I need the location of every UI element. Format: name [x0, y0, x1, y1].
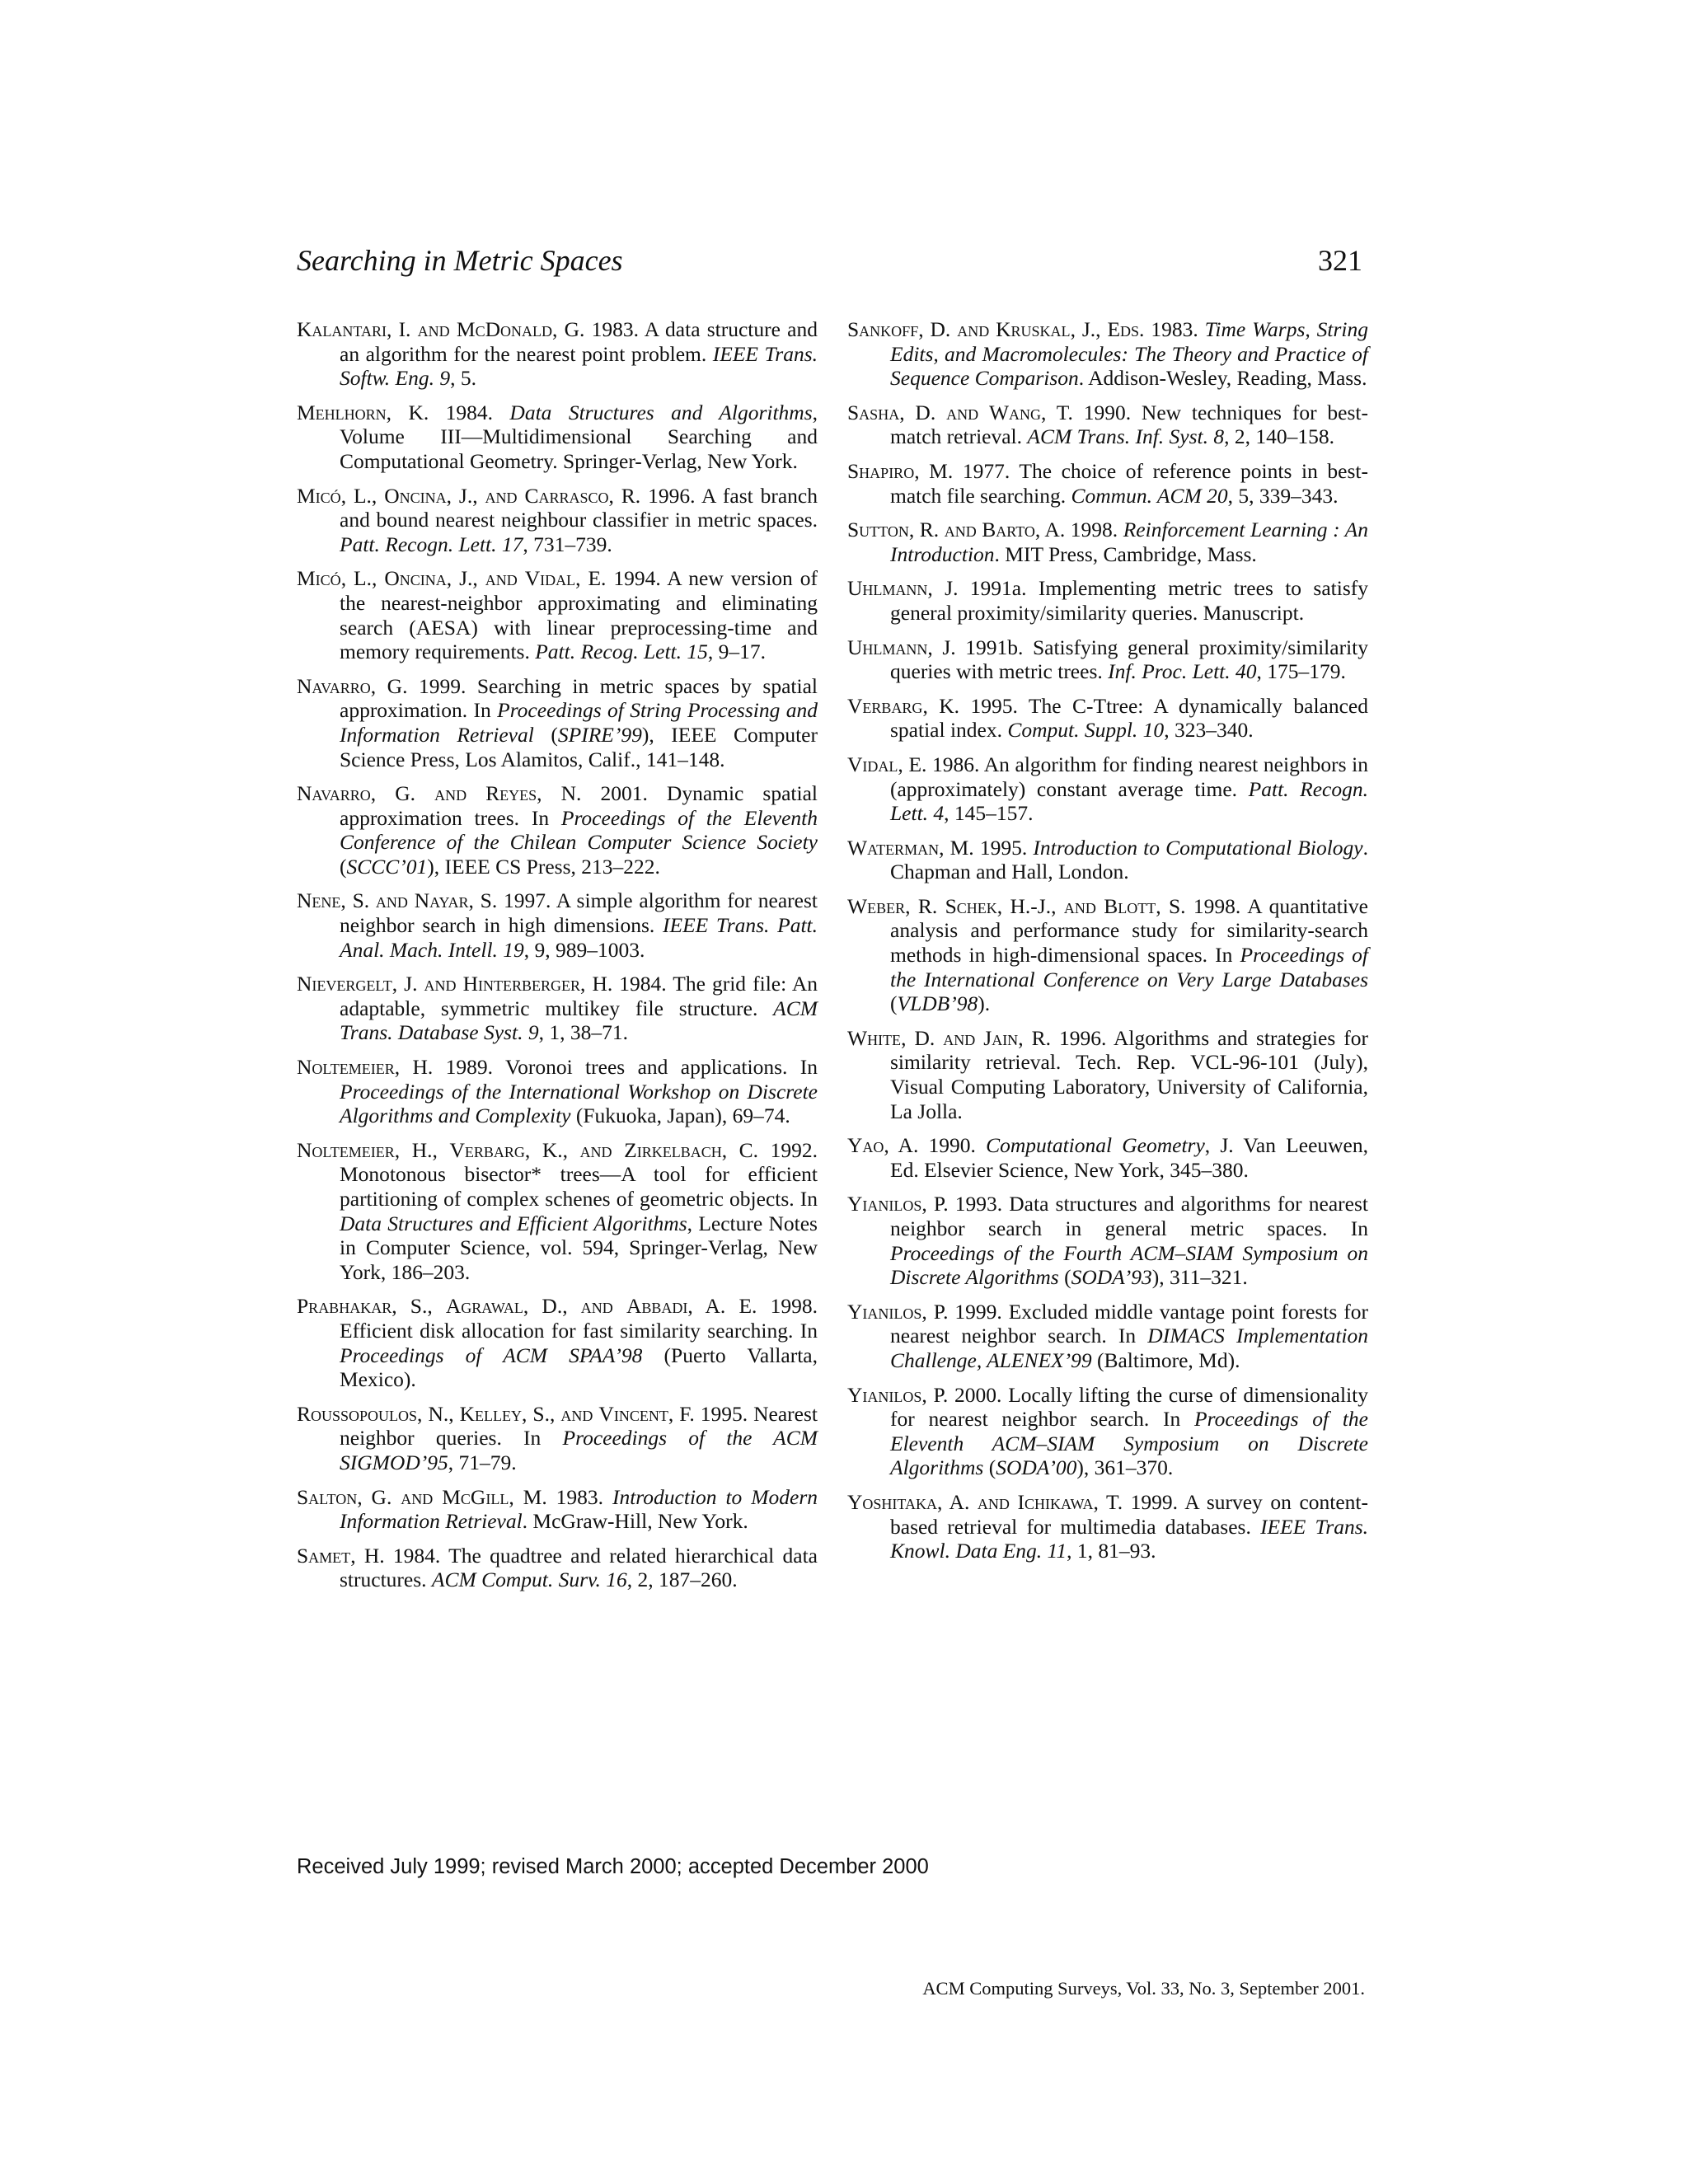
reference-name: Kruskal [996, 317, 1071, 341]
reference-name: Micó [297, 483, 341, 508]
reference-text: , F. 1995. Nearest neighbor queries. In [340, 1401, 818, 1451]
reference-text: , J., [446, 566, 485, 591]
reference-text [467, 781, 485, 805]
reference-name: Samet [297, 1543, 351, 1568]
received-note: Received July 1999; revised March 2000; accepted December 2000 [297, 1855, 929, 1878]
reference-text: , M. 1995. [939, 835, 1034, 860]
reference-text [408, 888, 415, 912]
reference-entry [847, 894, 1368, 1016]
reference-text: , G. [370, 781, 435, 806]
reference-text: ), IEEE CS Press, 213–222. [427, 854, 660, 879]
reference-text [975, 1026, 983, 1050]
reference-name: Reyes [485, 781, 537, 806]
reference-text: , 71–79. [448, 1450, 517, 1474]
reference-text: , S. 1997. A simple algorithm for nearest neighbor search in high dimensions. [340, 888, 818, 938]
reference-entry [847, 1192, 1368, 1289]
references-right-column [847, 317, 1368, 1573]
reference-text [613, 1294, 626, 1318]
reference-italic-text: ACM Comput. Surv. 16 [431, 1568, 627, 1592]
reference-text [1010, 1490, 1018, 1514]
reference-text: ( [533, 722, 558, 747]
reference-text: , 175–179. [1256, 659, 1346, 684]
reference-text: , S. [340, 888, 376, 913]
reference-italic-text: SPIRE’99 [557, 722, 642, 747]
reference-entry [847, 694, 1368, 743]
reference-name: and [417, 317, 450, 341]
reference-italic-text: Proceedings of ACM SPAA’98 [340, 1343, 643, 1367]
reference-text: , T. 1999. A survey on content-based retrieval for multimedia databases. [890, 1489, 1369, 1539]
reference-name: Waterman [847, 835, 940, 860]
reference-name: and [944, 518, 977, 542]
reference-italic-text: Patt. Recogn. Lett. 4 [890, 776, 1368, 826]
reference-text: , 1, 38–71. [538, 1020, 628, 1045]
reference-text: ). [978, 991, 991, 1016]
reference-entry [297, 972, 818, 1045]
reference-name: Nayar [414, 888, 469, 913]
reference-entry [847, 1026, 1368, 1123]
reference-italic-text: IEEE Trans. Knowl. Data Eng. 11 [890, 1514, 1368, 1563]
reference-text: , 1, 81–93. [1067, 1539, 1156, 1563]
reference-text: , R. [908, 518, 945, 542]
reference-italic-text: Data Structures and Algorithms [509, 400, 813, 424]
reference-text: (Baltimore, Md). [1091, 1347, 1240, 1372]
reference-name: Yianilos [847, 1192, 922, 1216]
reference-text: , K. 1995. The C-Ttree: A dynamically balanced spatial index. [890, 693, 1368, 743]
reference-text [1096, 894, 1104, 918]
reference-text: , J. 1991a. Implementing metric trees to satisfy general proximity/similarity queries. Manuscript. [890, 576, 1368, 625]
reference-text: , J., [1070, 317, 1108, 341]
reference-name: Schek [945, 893, 997, 918]
reference-text: , I. [386, 317, 418, 341]
reference-italic-text: ACM Trans. Inf. Syst. 8 [1027, 424, 1225, 449]
references-left-column [297, 317, 818, 1602]
reference-text: , K. 1984. [386, 400, 510, 424]
reference-name: Shapiro [847, 458, 915, 483]
reference-italic-text: VLDB’98 [897, 991, 978, 1016]
reference-entry [847, 1133, 1368, 1182]
reference-text: , S., [522, 1401, 561, 1426]
reference-text: , 145–157. [944, 801, 1034, 826]
reference-text: , J. [392, 972, 424, 996]
reference-text: , G. 1983. A data structure and an algorithm for the nearest point problem. [340, 317, 818, 366]
reference-name: and [579, 1137, 612, 1162]
reference-entry [297, 566, 818, 663]
reference-text: , D., [523, 1294, 581, 1319]
reference-name: and [434, 781, 467, 806]
reference-name: Sutton [847, 518, 909, 542]
reference-name: McGill [442, 1484, 509, 1509]
reference-name: Vidal [524, 566, 576, 591]
reference-name: Roussopoulos [297, 1401, 418, 1426]
reference-text: ), 311–321. [1151, 1265, 1248, 1290]
reference-name: Yianilos [847, 1299, 922, 1324]
reference-text: , P. 2000. Locally lifting the curse of dimensionality for nearest neighbor search. In [890, 1382, 1368, 1432]
reference-name: Mehlhorn [297, 400, 387, 424]
reference-italic-text: Proceedings of String Processing and Information Retrieval [340, 698, 818, 747]
reference-name: Noltemeier [297, 1055, 395, 1080]
reference-text [978, 401, 989, 424]
reference-name: Yianilos [847, 1382, 922, 1407]
reference-name: Prabhakar [297, 1294, 392, 1319]
reference-text: , A. E. 1998. Efficient disk allocation for fast similarity searching. In [340, 1294, 818, 1343]
reference-text: , R. [905, 893, 945, 918]
reference-name: Eds [1107, 317, 1140, 341]
reference-name: Uhlmann [847, 576, 928, 601]
reference-text: , D. [901, 1025, 944, 1050]
reference-text: ( [340, 854, 347, 879]
reference-italic-text: Inf. Proc. Lett. 40 [1108, 659, 1257, 684]
reference-text: , J. 1991b. Satisfying general proximity/similarity queries with metric trees. [890, 635, 1368, 684]
reference-italic-text: Computational Geometry [986, 1133, 1205, 1158]
reference-entry [297, 317, 818, 391]
reference-entry [847, 1300, 1368, 1373]
reference-italic-text: Proceedings of the International Conference on Very Large Databases [890, 943, 1368, 991]
reference-text: , H. 1989. Voronoi trees and applications. In [394, 1055, 818, 1080]
reference-text: , J., [446, 483, 485, 508]
reference-entry [847, 635, 1368, 684]
reference-name: and [977, 1489, 1010, 1514]
reference-italic-text: Reinforcement Learning : An Introduction [890, 518, 1368, 566]
reference-entry [847, 518, 1368, 566]
reference-text: ( [890, 991, 898, 1016]
reference-italic-text: Patt. Recogn. Lett. 17 [340, 532, 523, 556]
journal-footer: ACM Computing Surveys, Vol. 33, No. 3, September 2001. [922, 1978, 1365, 1999]
reference-text [989, 317, 996, 341]
reference-text: , A. [936, 1489, 978, 1514]
reference-name: Sasha [847, 400, 900, 424]
reference-italic-text: Introduction to Modern Information Retrieval [340, 1484, 818, 1534]
reference-text: , H.-J., [996, 893, 1064, 918]
reference-name: Jain [983, 1025, 1019, 1050]
reference-name: Verbarg [847, 693, 923, 718]
reference-italic-text: Proceedings of the ACM SIGMOD’95 [340, 1426, 818, 1474]
reference-italic-text: Proceedings of the Eleventh Conference of the Chilean Computer Science Society [340, 805, 818, 855]
reference-text: , H., [394, 1137, 450, 1162]
reference-text: , 9–17. [707, 640, 766, 664]
reference-text: , C. 1992. Monotonous bisector* trees—A tool for efficient partitioning of complex schenes of geometric objects. In [340, 1137, 818, 1211]
reference-text [612, 1138, 625, 1162]
reference-name: Oncina [384, 483, 447, 508]
reference-name: and [580, 1294, 613, 1319]
reference-name: Vincent [598, 1401, 668, 1426]
reference-entry [297, 401, 818, 474]
reference-entry [297, 484, 818, 557]
reference-text: , N., [417, 1401, 460, 1426]
reference-entry [847, 752, 1368, 826]
reference-text: , H. 1984. The grid file: An adaptable, symmetric multikey file structure. [340, 972, 818, 1020]
reference-text: , D. [918, 317, 958, 341]
reference-text: , M. 1977. The choice of reference points in best-match file searching. [890, 458, 1368, 508]
reference-text [457, 972, 463, 996]
reference-text: , 731–739. [523, 532, 612, 556]
reference-text: , L., [340, 483, 385, 508]
reference-name: Kelley [459, 1401, 523, 1426]
reference-italic-text: Commun. ACM 20 [1071, 483, 1228, 508]
page-number: 321 [1318, 244, 1362, 277]
reference-italic-text: SODA’93 [1071, 1265, 1152, 1290]
reference-name: Salton [297, 1484, 358, 1509]
reference-name: White [847, 1025, 902, 1050]
reference-italic-text: IEEE Trans. Patt. Anal. Mach. Intell. 19 [340, 913, 818, 962]
reference-text: , R. 1996. A fast branch and bound nearest neighbour classifier in metric spaces. [340, 483, 818, 532]
reference-name: Wang [988, 400, 1042, 424]
reference-name: Agrawal [445, 1294, 523, 1319]
reference-text: , H. 1984. The quadtree and related hierarchical data structures. [340, 1543, 818, 1592]
reference-name: Micó [297, 566, 341, 591]
reference-text: , L., [340, 566, 385, 591]
reference-text: (Fukuoka, Japan), 69–74. [570, 1104, 790, 1128]
reference-name: Vidal [847, 752, 898, 776]
reference-name: Kalantari [297, 317, 387, 341]
reference-italic-text: Comput. Suppl. 10 [1007, 718, 1165, 743]
reference-name: Weber [847, 893, 906, 918]
reference-name: Navarro [297, 781, 371, 806]
reference-name: Verbarg [449, 1137, 525, 1162]
reference-name: Navarro [297, 673, 371, 698]
reference-name: and [424, 972, 457, 996]
reference-name: Oncina [384, 566, 447, 591]
reference-entry [297, 1402, 818, 1475]
reference-name: Blott [1104, 893, 1156, 918]
reference-name: Yoshitaka [847, 1489, 937, 1514]
reference-name: and [485, 483, 518, 508]
reference-text: , E. 1994. A new version of the nearest-neighbor approximating and eliminating search (AESA) with linear preprocessing-time and memory requirements. [340, 566, 818, 664]
reference-italic-text: Time Warps, String Edits, and Macromolecules: The Theory and Practice of Sequence Comparison [890, 317, 1368, 391]
reference-entry [297, 1294, 818, 1391]
reference-text: , A. 1990. [884, 1133, 987, 1158]
reference-italic-text: DIMACS Implementation Challenge, ALENEX’99 [890, 1324, 1369, 1372]
reference-text: , 323–340. [1164, 718, 1254, 743]
reference-text: , 9, 989–1003. [523, 937, 645, 962]
reference-text: (Puerto Vallarta, Mexico). [340, 1343, 818, 1392]
reference-name: Hinterberger [462, 972, 581, 996]
reference-entry [297, 1055, 818, 1128]
reference-name: and [375, 888, 408, 913]
reference-text: , 2, 140–158. [1224, 424, 1334, 449]
reference-text: , E. 1986. An algorithm for finding nearest neighbors in (approximately) constant average time. [890, 752, 1368, 801]
reference-entry [847, 1490, 1368, 1563]
reference-text [450, 317, 457, 341]
reference-entry [297, 1544, 818, 1592]
reference-name: Abbadi [626, 1294, 688, 1319]
reference-text: . MIT Press, Cambridge, Mass. [994, 541, 1257, 566]
reference-text: , P. 1999. Excluded middle vantage point forests for nearest neighbor search. In [890, 1299, 1368, 1348]
reference-text: , P. 1993. Data structures and algorithms for nearest neighbor search in general metric spaces. In [890, 1192, 1368, 1240]
reference-italic-text: Proceedings of the Eleventh ACM–SIAM Symposium on Discrete Algorithms [890, 1407, 1368, 1480]
reference-text: ), IEEE Computer Science Press, Los Alamitos, Calif., 141–148. [340, 722, 818, 771]
reference-text: ( [983, 1455, 996, 1480]
reference-name: and [1063, 893, 1096, 918]
reference-text: , K., [524, 1137, 580, 1162]
reference-name: Ichikawa [1017, 1489, 1094, 1514]
reference-name: and [401, 1484, 434, 1509]
reference-entry [297, 1485, 818, 1534]
reference-name: Uhlmann [847, 635, 928, 659]
reference-entry [847, 401, 1368, 449]
reference-entry [297, 781, 818, 879]
reference-text: , Volume III—Multidimensional Searching and Computational Geometry. Springer-Verlag, New York. [340, 400, 818, 473]
reference-text: , J. Van Leeuwen, Ed. Elsevier Science, New York, 345–380. [890, 1133, 1368, 1182]
reference-text: , G. 1999. Searching in metric spaces by spatial approximation. In [340, 673, 818, 723]
reference-text: . McGraw-Hill, New York. [522, 1509, 748, 1534]
reference-text: , 2, 187–260. [626, 1568, 738, 1592]
reference-text: , R. 1996. Algorithms and strategies for similarity retrieval. Tech. Rep. VCL-96-101 (July), Visual Computing Laboratory, University of California, La Jolla. [890, 1025, 1368, 1123]
reference-text: , 5. [450, 366, 476, 391]
reference-text: . Addison-Wesley, Reading, Mass. [1078, 366, 1367, 391]
reference-text [433, 1485, 442, 1509]
reference-name: Zirkelbach [624, 1137, 722, 1162]
reference-entry [847, 1383, 1368, 1480]
reference-entry [847, 576, 1368, 625]
reference-italic-text: SODA’00 [996, 1455, 1077, 1480]
running-title: Searching in Metric Spaces [297, 244, 623, 277]
reference-entry [847, 459, 1368, 508]
reference-italic-text: Patt. Recog. Lett. 15 [535, 640, 708, 664]
reference-name: and [957, 317, 990, 341]
reference-name: Nievergelt [297, 972, 392, 996]
reference-text: . 1983. [1139, 317, 1205, 341]
reference-name: and [485, 566, 518, 591]
reference-italic-text: IEEE Trans. Softw. Eng. 9 [340, 341, 818, 391]
reference-text: . Chapman and Hall, London. [890, 835, 1368, 884]
reference-name: Nene [297, 888, 341, 913]
reference-name: and [560, 1401, 593, 1426]
reference-entry [297, 674, 818, 771]
reference-text [518, 566, 525, 590]
reference-entry [297, 888, 818, 962]
reference-name: Barto [982, 518, 1035, 542]
reference-text: ), 361–370. [1076, 1455, 1174, 1480]
reference-text: , N. 2001. Dynamic spatial approximation trees. In [340, 781, 818, 830]
reference-entry [847, 836, 1368, 884]
reference-text: ( [1058, 1265, 1071, 1290]
reference-text: , T. 1990. New techniques for best-match retrieval. [890, 400, 1368, 449]
reference-italic-text: Introduction to Computational Biology [1033, 835, 1363, 860]
reference-text: , S., [392, 1294, 446, 1319]
reference-name: Carrasco [524, 483, 609, 508]
reference-text: , D. [899, 400, 947, 424]
reference-text: , 5, 339–343. [1227, 483, 1339, 508]
reference-name: and [943, 1025, 976, 1050]
reference-italic-text: SCCC’01 [346, 854, 428, 879]
reference-text: , S. 1998. A quantitative analysis and performance study for similarity-search methods in high-dimensional spaces. In [890, 893, 1368, 968]
reference-italic-text: ACM Trans. Database Syst. 9 [340, 996, 818, 1045]
reference-name: Yao [847, 1133, 884, 1158]
reference-text: , G. [357, 1484, 401, 1509]
reference-name: and [946, 400, 979, 424]
reference-italic-text: Proceedings of the International Workshop on Discrete Algorithms and Complexity [340, 1079, 818, 1128]
reference-text: , A. 1998. [1034, 518, 1123, 542]
reference-entry [847, 317, 1368, 391]
reference-italic-text: Proceedings of the Fourth ACM–SIAM Symposium on Discrete Algorithms [890, 1240, 1368, 1290]
reference-italic-text: Data Structures and Efficient Algorithms [340, 1211, 687, 1235]
reference-name: Sankoff [847, 317, 919, 341]
reference-text: , M. 1983. [509, 1484, 612, 1509]
reference-name: McDonald [456, 317, 552, 341]
reference-text: , Lecture Notes in Computer Science, vol. 594, Springer-Verlag, New York, 186–203. [340, 1211, 818, 1284]
reference-entry [297, 1138, 818, 1285]
reference-name: Noltemeier [297, 1137, 395, 1162]
